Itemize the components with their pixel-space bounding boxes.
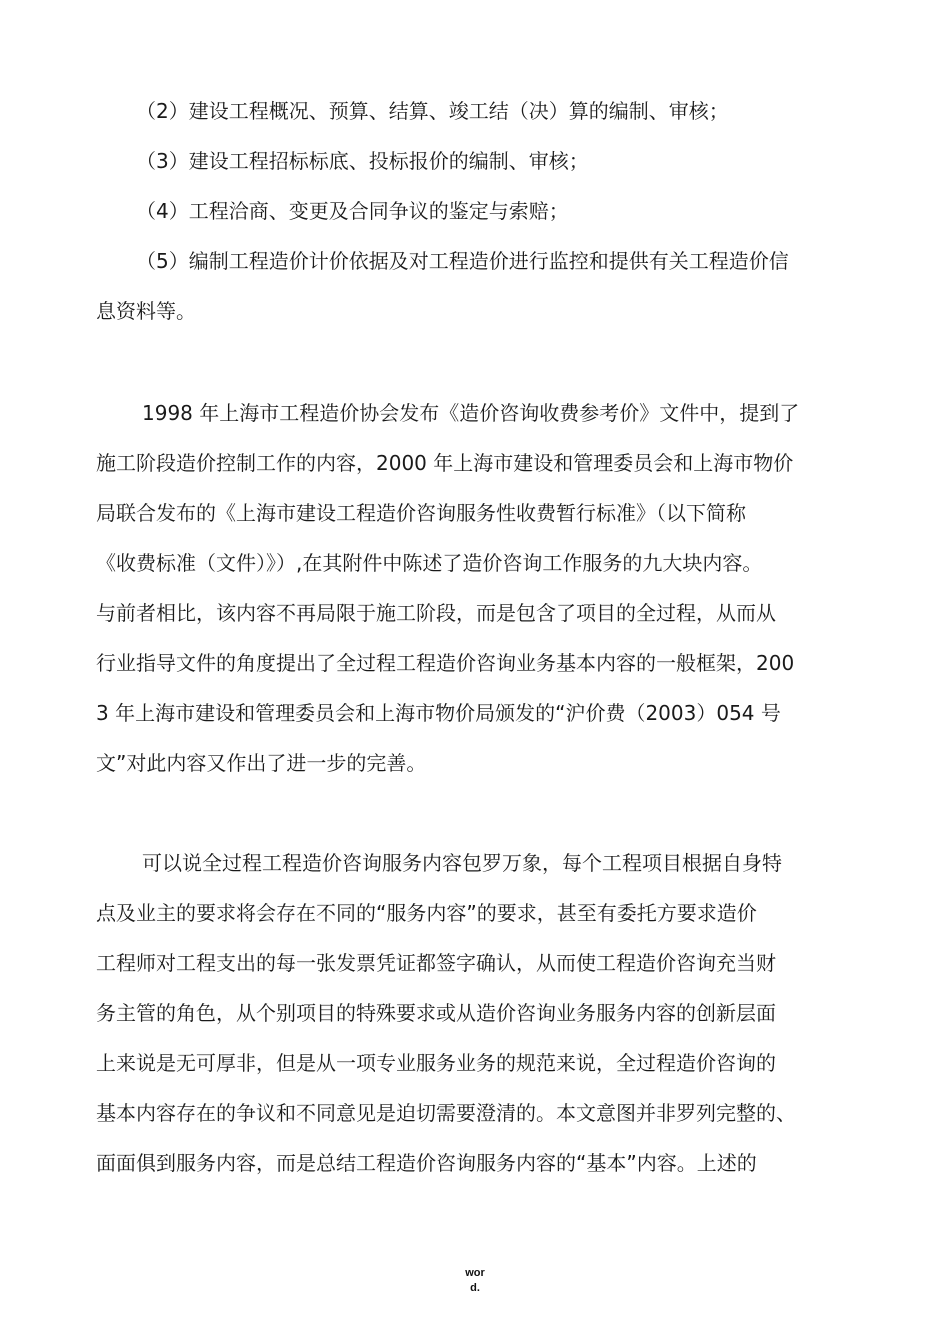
paragraph-line: 1998 年上海市工程造价协会发布《造价咨询收费参考价》文件中，提到了 [142,401,800,425]
paragraph-line: 务主管的角色，从个别项目的特殊要求或从造价咨询业务服务内容的创新层面 [96,1001,776,1025]
paragraph-line: 工程师对工程支出的每一张发票凭证都签字确认，从而使工程造价咨询充当财 [96,951,776,975]
paragraph-2 [96,838,876,1188]
footer-line-1: wor [465,1267,485,1279]
paragraph-line: 上来说是无可厚非，但是从一项专业服务业务的规范来说，全过程造价咨询的 [96,1051,776,1075]
list-item-5: （5）编制工程造价计价依据及对工程造价进行监控和提供有关工程造价信 [136,249,789,273]
paragraph-line: 《收费标准（文件）》）,在其附件中陈述了造价咨询工作服务的九大块内容。 [96,551,763,575]
list-item-5-continuation: 息资料等。 [96,299,196,323]
page-footer [0,1266,950,1296]
paragraph-line: 面面俱到服务内容，而是总结工程造价咨询服务内容的“基本”内容。上述的 [96,1151,757,1175]
paragraph-line: 局联合发布的《上海市建设工程造价咨询服务性收费暂行标准》（以下简称 [96,501,746,525]
paragraph-line: 点及业主的要求将会存在不同的“服务内容”的要求，甚至有委托方要求造价 [96,901,757,925]
paragraph-spacer [96,788,876,838]
paragraph-line: 文”对此内容又作出了进一步的完善。 [96,751,427,775]
paragraph-spacer [96,336,876,388]
paragraph-line: 与前者相比，该内容不再局限于施工阶段，而是包含了项目的全过程，从而从 [96,601,776,625]
list-item-4: （4）工程洽商、变更及合同争议的鉴定与索赔； [136,199,569,223]
paragraph-line: 3 年上海市建设和管理委员会和上海市物价局颁发的“沪价费（2003）054 号 [96,701,781,725]
paragraph-line: 基本内容存在的争议和不同意见是迫切需要澄清的。本文意图并非罗列完整的、 [96,1101,796,1125]
paragraph-1 [96,388,876,788]
footer-line-2: d. [470,1282,480,1294]
list-section [96,86,876,336]
paragraph-line: 施工阶段造价控制工作的内容，2000 年上海市建设和管理委员会和上海市物价 [96,451,794,475]
list-item-3: （3）建设工程招标标底、投标报价的编制、审核； [136,149,589,173]
document-page [96,86,876,1188]
paragraph-line: 行业指导文件的角度提出了全过程工程造价咨询业务基本内容的一般框架，200 [96,651,795,675]
paragraph-line: 可以说全过程工程造价咨询服务内容包罗万象，每个工程项目根据自身特 [142,851,782,875]
list-item-2: （2）建设工程概况、预算、结算、竣工结（决）算的编制、审核； [136,99,729,123]
